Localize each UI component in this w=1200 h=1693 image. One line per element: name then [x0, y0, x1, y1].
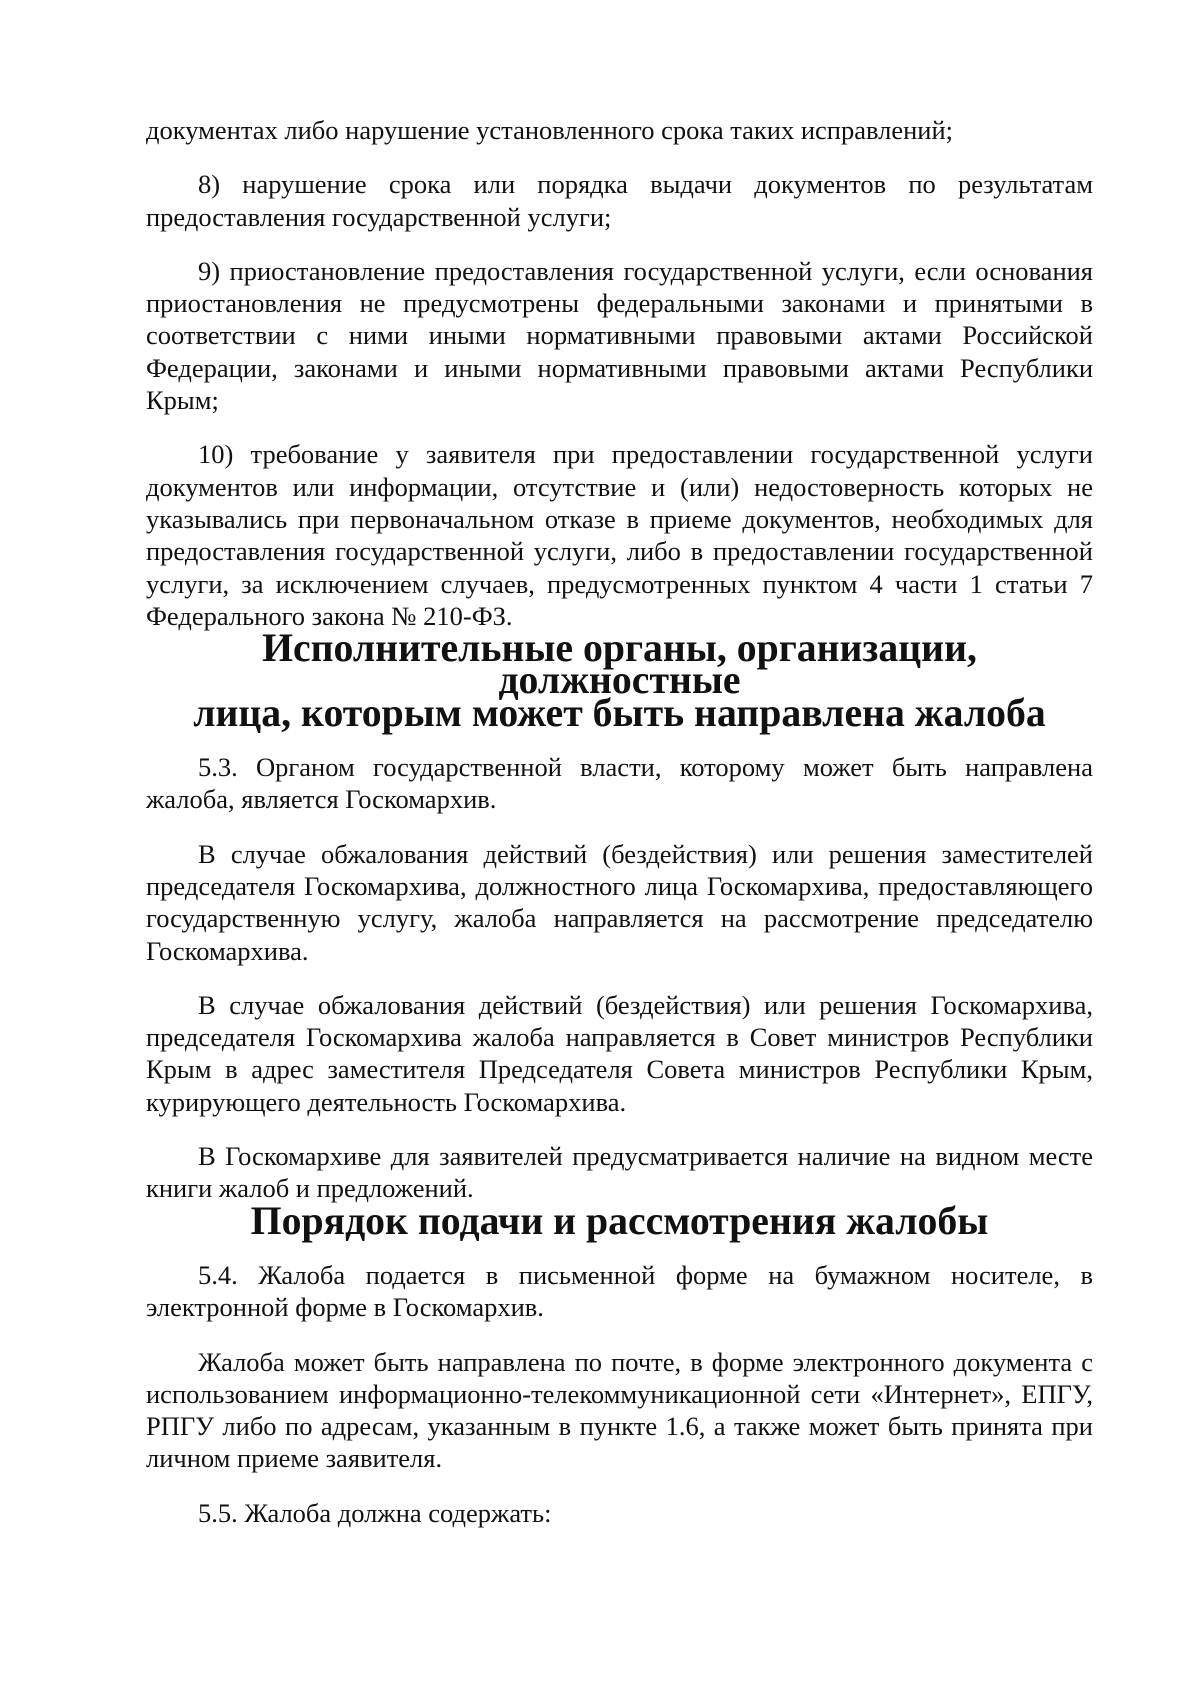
section-heading-line: Исполнительные органы, организации, должностные: [262, 626, 977, 703]
paragraph-deputies: В случае обжалования действий (бездействия) или решения заместителей председателя Госкомархива, должностного лица Госкомархива, предоставляющего государственную услугу, жалоба направляется на рассмотрение председателю Госкомархива.: [146, 838, 1093, 966]
section-heading-complaint-recipients: [146, 626, 1093, 735]
paragraph-item-9: 9) приостановление предоставления государственной услуги, если основания приостановления не предусмотрены федеральными законами и принятыми в соответствии с ними иными нормативными правовыми актами Российской Федерации, законами и иными нормативными правовыми актами Республики Крым;: [146, 255, 1093, 416]
paragraph-item-8: 8) нарушение срока или порядка выдачи документов по результатам предоставления государственной услуги;: [146, 169, 1093, 232]
paragraph-5-3: 5.3. Органом государственной власти, которому может быть направлена жалоба, является Госкомархив.: [146, 752, 1093, 815]
section-heading-line: лица, которым может быть направлена жалоба: [193, 690, 1046, 735]
paragraph-5-5: 5.5. Жалоба должна содержать:: [198, 1497, 552, 1528]
paragraph-complaint-book: В Госкомархиве для заявителей предусматривается наличие на видном месте книги жалоб и предложений.: [146, 1141, 1093, 1204]
section-heading-complaint-procedure: Порядок подачи и рассмотрения жалобы: [250, 1198, 989, 1243]
paragraph-continuation: документах либо нарушение установленного срока таких исправлений;: [146, 115, 954, 145]
paragraph-channels: Жалоба может быть направлена по почте, в форме электронного документа с использованием информационно-телекоммуникационной сети «Интернет», ЕПГУ, РПГУ либо по адресам, указанным в пункте 1.6, а также может быть принята при личном приеме заявителя.: [146, 1346, 1093, 1474]
paragraph-5-4: 5.4. Жалоба подается в письменной форме на бумажном носителе, в электронной форме в Госкомархив.: [146, 1259, 1093, 1323]
paragraph-item-10: 10) требование у заявителя при предоставлении государственной услуги документов или информации, отсутствие и (или) недостоверность которых не указывались при первоначальном отказе в приеме документов, необходимых для предоставления государственной услуги, либо в предоставлении государственной услуги, за исключением случаев, предусмотренных пунктом 4 части 1 статьи 7 Федерального закона № 210-ФЗ.: [146, 439, 1093, 631]
paragraph-chairman: В случае обжалования действий (бездействия) или решения Госкомархива, председателя Госкомархива жалоба направляется в Совет министров Республики Крым в адрес заместителя Председателя Совета министров Республики Крым, курирующего деятельность Госкомархива.: [146, 989, 1093, 1117]
